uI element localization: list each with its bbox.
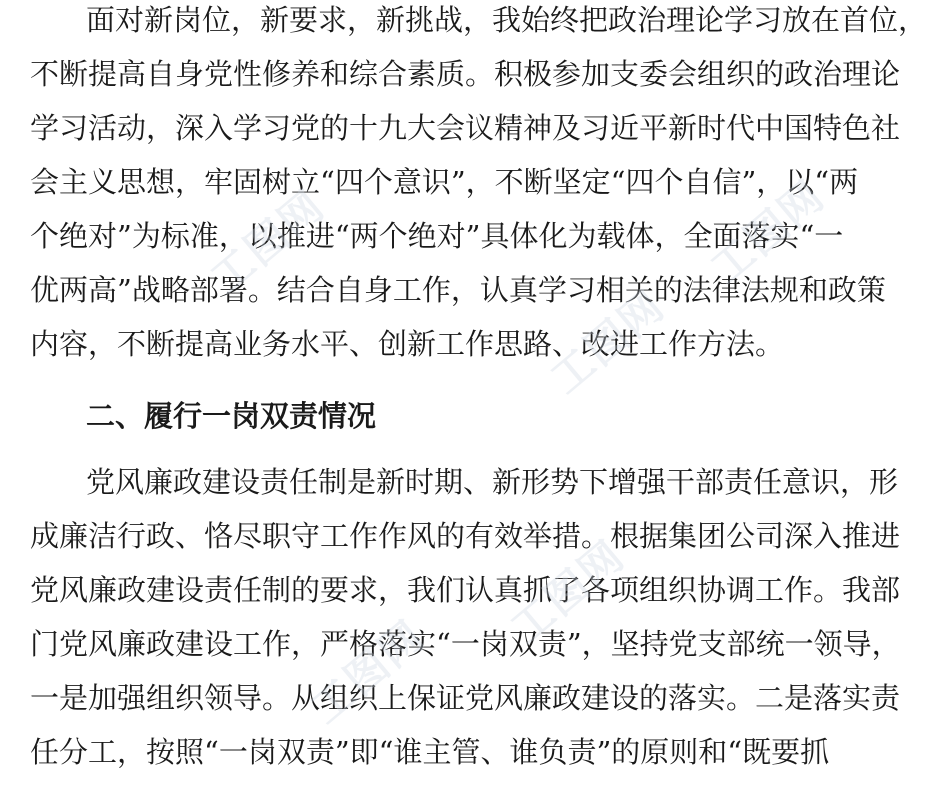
paragraph2-line-3: 党风廉政建设责任制的要求，我们认真抓了各项组织协调工作。我部 [30,573,901,607]
paragraph2-line-1: 党风廉政建设责任制是新时期、新形势下增强干部责任意识，形 [86,465,899,499]
paragraph1-line-4: 会主义思想，牢固树立“四个意识”，不断坚定“四个自信”，以“两 [30,165,859,199]
watermark-logo: 工图网 [201,180,334,304]
paragraph1-line-1: 面对新岗位，新要求，新挑战，我始终把政治理论学习放在首位， [86,3,927,37]
paragraph1-line-2: 不断提高自身党性修养和综合素质。积极参加支委会组织的政治理论 [30,57,901,91]
paragraph1-line-6: 优两高”战略部署。结合自身工作，认真学习相关的法律法规和政策 [30,273,886,307]
paragraph1-line-3: 学习活动，深入学习党的十九大会议精神及习近平新时代中国特色社 [30,111,901,145]
paragraph2-line-5: 一是加强组织领导。从组织上保证党风廉政建设的落实。二是落实责 [30,681,901,715]
watermark-logo: 工图网 [301,610,434,734]
paragraph2-line-6: 任分工，按照“一岗双责”即“谁主管、谁负责”的原则和“既要抓 [30,735,830,769]
section-heading: 二、履行一岗双责情况 [86,399,377,433]
paragraph1-line-5: 个绝对”为标准，以推进“两个绝对”具体化为载体，全面落实“一 [30,219,844,253]
watermark-logo: 工图网 [501,530,634,654]
watermark-logo: 工图网 [541,280,674,404]
watermark-logo: 工图网 [701,170,834,294]
paragraph2-line-2: 成廉洁行政、恪尽职守工作作风的有效举措。根据集团公司深入推进 [30,519,901,553]
paragraph2-line-4: 门党风廉政建设工作，严格落实“一岗双责”，坚持党支部统一领导， [30,627,901,661]
paragraph1-line-7: 内容，不断提高业务水平、创新工作思路、改进工作方法。 [30,327,785,361]
